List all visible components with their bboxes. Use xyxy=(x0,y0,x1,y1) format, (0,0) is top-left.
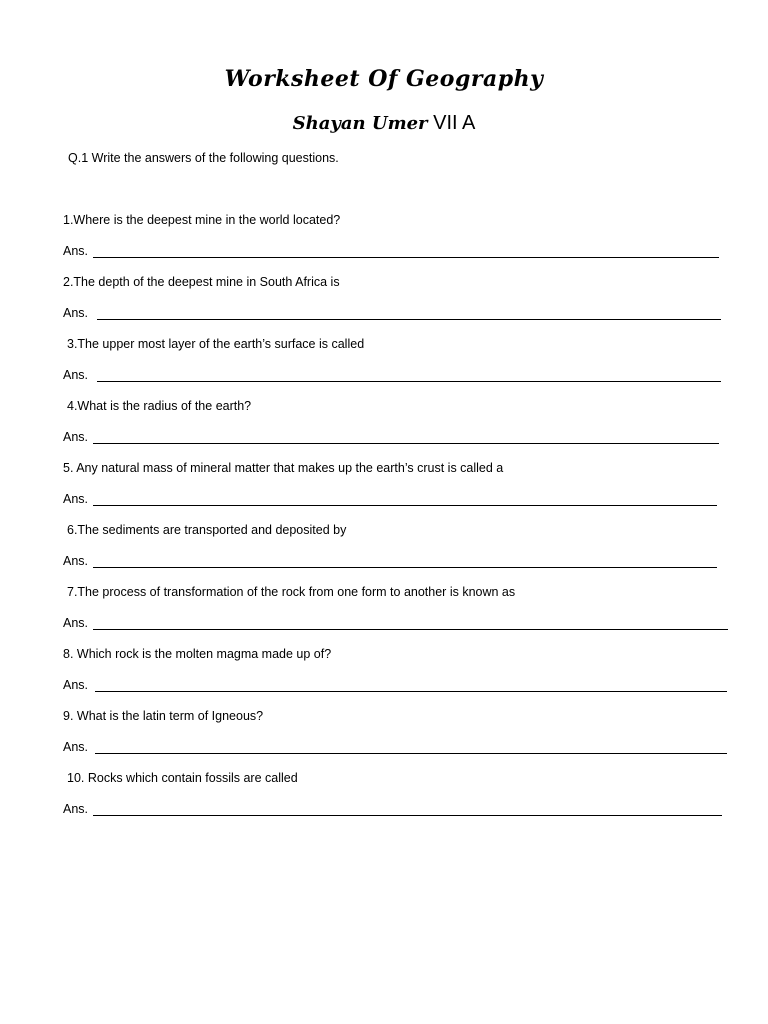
answer-row-9 xyxy=(63,740,727,756)
answer-row-6 xyxy=(63,554,717,570)
question-1: 1.Where is the deepest mine in the world located? xyxy=(63,213,341,227)
answer-line-2[interactable] xyxy=(97,319,721,320)
answer-label: Ans. xyxy=(63,306,89,320)
student-class: VII A xyxy=(433,112,476,134)
question-5: 5. Any natural mass of mineral matter that makes up the earth’s crust is called a xyxy=(63,461,504,475)
answer-line-5[interactable] xyxy=(93,505,717,506)
answer-label: Ans. xyxy=(63,740,89,754)
answer-row-2 xyxy=(63,306,721,322)
student-heading xyxy=(0,112,768,135)
instruction-text: Q.1 Write the answers of the following questions. xyxy=(68,151,339,165)
answer-label: Ans. xyxy=(63,554,89,568)
answer-row-8 xyxy=(63,678,727,694)
worksheet-title: Worksheet Of Geography xyxy=(224,66,544,92)
answer-label: Ans. xyxy=(63,368,89,382)
answer-label: Ans. xyxy=(63,430,89,444)
answer-line-6[interactable] xyxy=(93,567,717,568)
answer-label: Ans. xyxy=(63,492,89,506)
answer-row-5 xyxy=(63,492,717,508)
answer-row-4 xyxy=(63,430,719,446)
question-9: 9. What is the latin term of Igneous? xyxy=(63,709,264,723)
question-6: 6.The sediments are transported and deposited by xyxy=(67,523,347,537)
answer-label: Ans. xyxy=(63,678,89,692)
answer-line-1[interactable] xyxy=(93,257,719,258)
question-7: 7.The process of transformation of the rock from one form to another is known as xyxy=(67,585,516,599)
question-4: 4.What is the radius of the earth? xyxy=(67,399,252,413)
answer-line-3[interactable] xyxy=(97,381,721,382)
question-3: 3.The upper most layer of the earth’s surface is called xyxy=(67,337,365,351)
answer-label: Ans. xyxy=(63,616,89,630)
answer-line-4[interactable] xyxy=(93,443,719,444)
question-2: 2.The depth of the deepest mine in South Africa is xyxy=(63,275,340,289)
answer-row-7 xyxy=(63,616,728,632)
answer-label: Ans. xyxy=(63,802,89,816)
question-8: 8. Which rock is the molten magma made up of? xyxy=(63,647,332,661)
answer-row-10 xyxy=(63,802,722,818)
answer-line-10[interactable] xyxy=(93,815,722,816)
answer-line-8[interactable] xyxy=(95,691,727,692)
answer-label: Ans. xyxy=(63,244,89,258)
answer-row-3 xyxy=(63,368,721,384)
answer-row-1 xyxy=(63,244,719,260)
student-name: Shayan Umer xyxy=(292,113,428,134)
answer-line-9[interactable] xyxy=(95,753,727,754)
question-10: 10. Rocks which contain fossils are called xyxy=(67,771,298,785)
answer-line-7[interactable] xyxy=(93,629,728,630)
